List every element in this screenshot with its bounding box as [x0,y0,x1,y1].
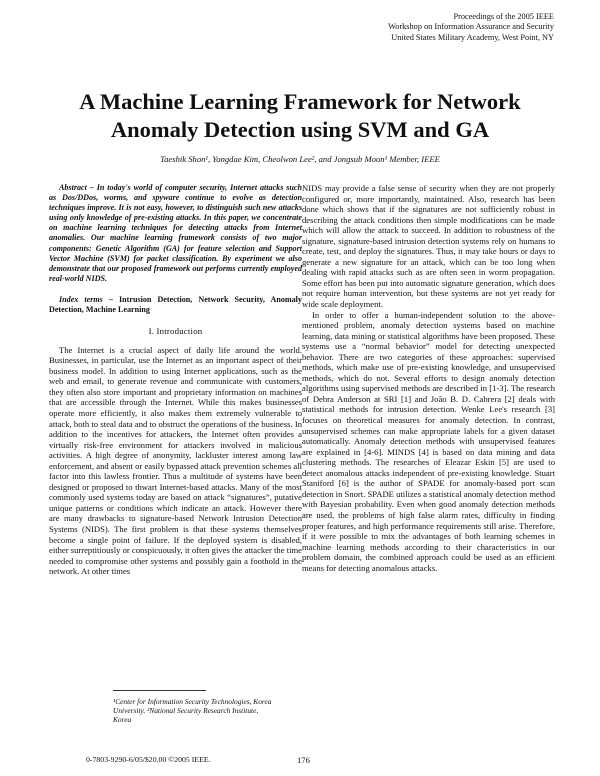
paper-title: A Machine Learning Framework for Network Anomaly Detection using SVM and GA [79,89,521,142]
author-list: Taeshik Shon¹, Yongdae Kim, Cheolwon Lee², and Jongsub Moon¹ Member, IEEE [160,154,440,164]
copyright-notice: 0-7803-9290-6/05/$20.00 ©2005 IEEE. [86,755,211,764]
index-terms-label: Index terms [59,294,103,304]
page-number: 176 [297,755,310,765]
index-terms-text: – Intrusion Detection, Network Security, Anomaly Detection, Machine Learning [49,294,302,315]
index-terms [49,295,302,315]
right-column [302,183,555,573]
proceedings-line-2: Workshop on Information Assurance and Security [388,22,554,32]
footnote-divider [113,690,206,691]
proceedings-line-1: Proceedings of the 2005 IEEE [453,12,554,21]
intro-paragraph-2: In order to offer a human-independent solution to the above-mentioned problem, anomaly detection systems based on machine learning, data mining or statistical algorithms have been proposed. These systems use a “normal behavior” model for detecting unexpected behavior. There are two categories of these approaches: supervised methods, which make use of pre-existing knowledge, and unsupervised methods, which do not. Several efforts to design anomaly detection algorithms using supervised methods are described in [1-3]. The research of Debra Anderson at SRI [1] and João B. D. Cabrera [2] deals with statistical methods for intrusion detection. Wenke Lee's research [3] focuses on theoretical measures for anomaly detection. In contrast, unsupervised schemes can make appropriate labels for a given dataset automatically. Anomaly detection methods with unsupervised features are explained in [4-6]. MINDS [4] is based on data mining and data clustering methods. The researches of Eleazar Eskin [5] are used to detect anomalous attacks independent of pre-existing knowledge. Stuart Staniford [6] is the author of SPADE for anomaly-based port scan detection in Snort. SPADE utilizes a statistical anomaly detection method with Bayesian probability. Even when good anomaly detection methods are used, the problems of high false alarm rates, difficulty in finding proper features, and high performance requirements still arise. Therefore, if it were possible to mix the advantages of both learning schemes in machine learning methods according to their characteristics in our problem domain, the combined approach could be used as an efficient means for detecting anomalous attacks. [302,309,555,573]
intro-paragraph-continued: NIDS may provide a false sense of security when they are not properly configured or, more importantly, maintained. Also, research has been done which shows that if the signatures are not sufficiently robust in describing the attack conditions then simple modifications can be made which will allow the attack to succeed. In addition to robustness of the signature, signature-based intrusion detection systems rely on humans to create, test, and deploy the signatures. Thus, it may take hours or days to generate a new signature for an attack, which can be too long when dealing with rapid attacks such as are often seen in worm propagation. Some effort has been put into automatic signature generation, which does not require human intervention, but these systems are not yet ready for wide scale deployment. [302,183,555,310]
left-column [49,183,302,577]
abstract-label: Abstract – [59,183,94,192]
proceedings-line-3: United States Military Academy, West Point, NY [391,32,554,42]
intro-paragraph-1: The Internet is a crucial aspect of daily life around the world. Businesses, in particular, use the Internet as an important aspect of their business model. In addition to using Internet applications, such as the web and email, to generate revenue and communicate with customers, they often also store important and proprietary information on machines that are accessible through the Internet. While this makes businesses operate more efficiently, it also makes them extremely vulnerable to attack, both to steal data and to obstruct the operations of the business. In addition to the incentives for attackers, the Internet often provides a virtually risk-free environment for attackers involved in malicious activities. A high degree of anonymity, lackluster interest among law enforcement, and absent or easily bypassed attack prevention schemes all factor into this lawless frontier. Thus a multitude of systems have been designed or proposed to thwart Internet-based attacks. Many of the most commonly used systems today are based on attack “signatures”, putative unique patterns or conditions which indicate an attack. However there are many drawbacks to signature-based Network Intrusion Detection Systems (NIDS). The first problem is that these systems themselves become a single point of failure. If the deployed system is disabled, either surreptitiously or conspicuously, it often gives the attacker the time needed to compromise other systems and possibly gain a foothold in the network. At other times [49,344,302,577]
proceedings-header [254,12,554,43]
abstract [49,183,302,284]
affiliation-footnote: ¹Center for Information Security Technologies, Korea University. ²National Security Research Institute, Korea [113,697,272,724]
section-heading: I. Introduction [148,326,203,337]
abstract-text: In today's world of computer security, Internet attacks such as Dos/DDos, worms, and spyware continue to evolve as detection techniques improve. It is not easy, however, to distinguish such new attacks using only knowledge of pre-existing attacks. In this paper, we concentrate on machine learning techniques for detecting attacks from Internet anomalies. Our machine learning framework consists of two major components: Genetic Algorithm (GA) for feature selection and Support Vector Machine (SVM) for packet classification. By experiment we also demonstrate that our proposed framework out performs currently employed real-world NIDS. [49,183,303,283]
